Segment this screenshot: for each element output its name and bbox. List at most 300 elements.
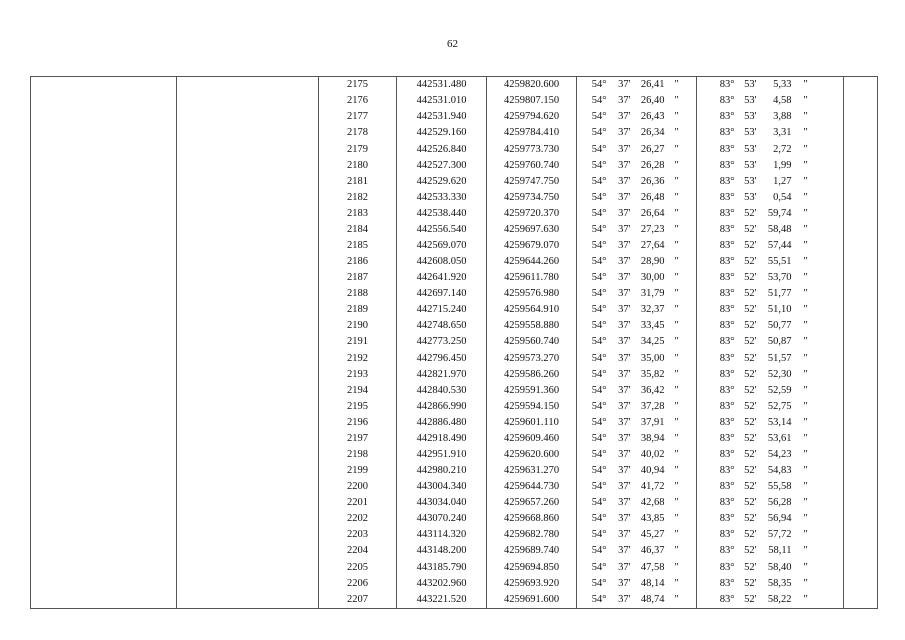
latitude-minutes: 37' <box>618 127 631 139</box>
x-coordinate: 442531.480 <box>397 77 487 94</box>
point-number: 2180 <box>319 157 397 173</box>
latitude-seconds-mark: " <box>667 415 697 431</box>
empty-cell <box>177 366 319 382</box>
latitude-seconds: 32,37 <box>640 304 665 316</box>
longitude-seconds-mark: " <box>794 447 844 463</box>
x-coordinate: 442840.530 <box>397 383 487 399</box>
longitude-degrees: 83° <box>719 416 735 428</box>
longitude-seconds: 3,88 <box>773 111 792 123</box>
table-row <box>31 447 878 463</box>
table-row <box>31 206 878 222</box>
row-end-spacer <box>844 141 878 157</box>
row-end-spacer <box>844 125 878 141</box>
y-coordinate: 4259794.620 <box>487 109 577 125</box>
latitude-seconds-mark: " <box>667 93 697 109</box>
point-number: 2175 <box>319 77 397 94</box>
x-coordinate: 443004.340 <box>397 479 487 495</box>
latitude-seconds-mark: " <box>667 157 697 173</box>
longitude-seconds: 59,74 <box>767 207 792 219</box>
latitude-degrees: 54° <box>591 223 607 235</box>
latitude-minutes: 37' <box>618 481 631 493</box>
row-end-spacer <box>844 366 878 382</box>
empty-cell <box>177 383 319 399</box>
longitude-seconds: 50,87 <box>767 336 792 348</box>
latitude-minutes: 37' <box>618 223 631 235</box>
point-number: 2201 <box>319 495 397 511</box>
empty-cell <box>31 77 177 94</box>
longitude-minutes: 52' <box>744 368 757 380</box>
point-number: 2193 <box>319 366 397 382</box>
latitude-seconds-mark: " <box>667 318 697 334</box>
empty-cell <box>31 141 177 157</box>
point-number: 2176 <box>319 93 397 109</box>
longitude-degrees: 83° <box>719 191 735 203</box>
table-row <box>31 318 878 334</box>
longitude-minutes: 53' <box>744 143 757 155</box>
latitude-seconds: 26,40 <box>640 95 665 107</box>
empty-cell <box>31 495 177 511</box>
longitude-seconds-mark: " <box>794 206 844 222</box>
longitude-minutes: 53' <box>744 111 757 123</box>
y-coordinate: 4259657.260 <box>487 495 577 511</box>
longitude-degrees: 83° <box>719 223 735 235</box>
longitude-minutes: 53' <box>744 95 757 107</box>
row-end-spacer <box>844 527 878 543</box>
latitude-degrees: 54° <box>591 481 607 493</box>
y-coordinate: 4259720.370 <box>487 206 577 222</box>
x-coordinate: 442773.250 <box>397 334 487 350</box>
point-number: 2178 <box>319 125 397 141</box>
table-row <box>31 383 878 399</box>
x-coordinate: 442821.970 <box>397 366 487 382</box>
x-coordinate: 443221.520 <box>397 592 487 609</box>
table-row <box>31 527 878 543</box>
latitude-minutes: 37' <box>618 207 631 219</box>
y-coordinate: 4259682.780 <box>487 527 577 543</box>
latitude-degrees: 54° <box>591 240 607 251</box>
table-row <box>31 238 878 254</box>
point-number: 2186 <box>319 254 397 270</box>
empty-cell <box>31 238 177 254</box>
latitude-seconds-mark: " <box>667 463 697 479</box>
longitude-degrees: 83° <box>719 95 735 107</box>
point-number: 2185 <box>319 238 397 254</box>
empty-cell <box>31 559 177 575</box>
longitude-degrees: 83° <box>719 127 735 139</box>
coordinates-table <box>30 76 878 609</box>
empty-cell <box>31 575 177 591</box>
longitude-minutes: 52' <box>744 240 757 251</box>
longitude-degrees: 83° <box>697 592 737 609</box>
empty-cell <box>177 318 319 334</box>
longitude-minutes: 52' <box>744 336 757 348</box>
table-row <box>31 463 878 479</box>
empty-cell <box>177 173 319 189</box>
longitude-seconds-mark: " <box>794 270 844 286</box>
longitude-seconds-mark: " <box>794 399 844 415</box>
x-coordinate: 442866.990 <box>397 399 487 415</box>
row-end-spacer <box>844 543 878 559</box>
point-number: 2197 <box>319 431 397 447</box>
y-coordinate: 4259760.740 <box>487 157 577 173</box>
latitude-minutes: 37' <box>618 240 631 251</box>
latitude-minutes: 37' <box>618 95 631 107</box>
latitude-seconds-mark: " <box>667 206 697 222</box>
empty-cell <box>177 350 319 366</box>
longitude-seconds: 0,54 <box>773 191 792 203</box>
longitude-degrees: 83° <box>719 207 735 219</box>
longitude-minutes: 52' <box>744 288 757 300</box>
latitude-seconds: 43,85 <box>640 513 665 525</box>
latitude-minutes: 37' <box>618 143 631 155</box>
x-coordinate: 442608.050 <box>397 254 487 270</box>
longitude-seconds-mark: " <box>794 286 844 302</box>
longitude-degrees: 83° <box>719 465 735 477</box>
y-coordinate: 4259679.070 <box>487 238 577 254</box>
empty-cell <box>31 302 177 318</box>
latitude-seconds: 26,27 <box>640 143 665 155</box>
longitude-seconds-mark: " <box>794 222 844 238</box>
y-coordinate: 4259609.460 <box>487 431 577 447</box>
empty-cell <box>177 399 319 415</box>
empty-cell <box>177 286 319 302</box>
longitude-seconds-mark: " <box>794 109 844 125</box>
latitude-seconds-mark: " <box>667 254 697 270</box>
longitude-seconds-mark: " <box>794 415 844 431</box>
x-coordinate: 443148.200 <box>397 543 487 559</box>
x-coordinate: 443034.040 <box>397 495 487 511</box>
empty-cell <box>31 399 177 415</box>
point-number: 2181 <box>319 173 397 189</box>
table-row <box>31 109 878 125</box>
latitude-minutes: 37' <box>618 545 631 557</box>
latitude-seconds: 46,37 <box>640 545 665 557</box>
empty-cell <box>31 592 177 609</box>
longitude-minutes: 52' <box>744 481 757 493</box>
y-coordinate: 4259784.410 <box>487 125 577 141</box>
longitude-seconds: 52,59 <box>767 384 792 396</box>
y-coordinate: 4259820.600 <box>487 77 577 94</box>
x-coordinate: 442886.480 <box>397 415 487 431</box>
x-coordinate: 443202.960 <box>397 575 487 591</box>
latitude-degrees: 54° <box>591 320 607 332</box>
longitude-minutes: 52' <box>744 449 757 461</box>
table-row <box>31 286 878 302</box>
latitude-seconds-mark: " <box>667 399 697 415</box>
y-coordinate: 4259576.980 <box>487 286 577 302</box>
latitude-seconds: 30,00 <box>640 272 665 284</box>
latitude-minutes: 37' <box>618 577 631 589</box>
table-row <box>31 415 878 431</box>
empty-cell <box>177 479 319 495</box>
latitude-minutes: 37' <box>618 497 631 509</box>
empty-cell <box>177 302 319 318</box>
row-end-spacer <box>844 286 878 302</box>
latitude-degrees: 54° <box>577 592 609 609</box>
x-coordinate: 443070.240 <box>397 511 487 527</box>
empty-cell <box>31 463 177 479</box>
point-number: 2198 <box>319 447 397 463</box>
empty-cell <box>31 527 177 543</box>
longitude-degrees: 83° <box>719 111 735 123</box>
latitude-seconds: 28,90 <box>640 256 665 268</box>
latitude-seconds: 41,72 <box>640 481 665 493</box>
longitude-seconds-mark: " <box>794 511 844 527</box>
row-end-spacer <box>844 447 878 463</box>
empty-cell <box>177 495 319 511</box>
latitude-degrees: 54° <box>591 449 607 461</box>
longitude-seconds: 57,72 <box>767 529 792 541</box>
longitude-seconds-mark: " <box>794 543 844 559</box>
latitude-minutes: 37' <box>618 304 631 316</box>
empty-cell <box>31 157 177 173</box>
longitude-degrees: 83° <box>719 545 735 557</box>
longitude-seconds-mark: " <box>794 141 844 157</box>
latitude-seconds: 27,23 <box>640 223 665 235</box>
longitude-minutes: 52' <box>744 400 757 412</box>
latitude-minutes: 37' <box>618 561 631 573</box>
latitude-seconds-mark: " <box>667 559 697 575</box>
point-number: 2196 <box>319 415 397 431</box>
longitude-minutes: 52' <box>744 416 757 428</box>
latitude-seconds: 34,25 <box>640 336 665 348</box>
longitude-degrees: 83° <box>719 577 735 589</box>
empty-cell <box>177 141 319 157</box>
x-coordinate: 442529.160 <box>397 125 487 141</box>
longitude-minutes: 53' <box>744 191 757 203</box>
row-end-spacer <box>844 495 878 511</box>
longitude-seconds: 4,58 <box>773 95 792 107</box>
latitude-seconds-mark: " <box>667 383 697 399</box>
longitude-seconds-mark: " <box>794 173 844 189</box>
longitude-seconds-mark: " <box>794 302 844 318</box>
longitude-degrees: 83° <box>719 561 735 573</box>
latitude-degrees: 54° <box>591 432 607 444</box>
latitude-seconds-mark: " <box>667 527 697 543</box>
latitude-minutes: 37' <box>618 432 631 444</box>
longitude-seconds: 53,70 <box>767 272 792 284</box>
longitude-seconds-mark: " <box>794 238 844 254</box>
latitude-seconds: 40,02 <box>640 449 665 461</box>
latitude-minutes: 37' <box>618 336 631 348</box>
row-end-spacer <box>844 334 878 350</box>
longitude-seconds: 53,61 <box>767 432 792 444</box>
empty-cell <box>177 254 319 270</box>
table-row <box>31 543 878 559</box>
latitude-degrees: 54° <box>591 336 607 348</box>
table-row <box>31 173 878 189</box>
longitude-seconds: 58,22 <box>759 592 794 609</box>
longitude-degrees: 83° <box>719 449 735 461</box>
longitude-minutes: 52' <box>744 320 757 332</box>
point-number: 2191 <box>319 334 397 350</box>
empty-cell <box>31 543 177 559</box>
page-number: 62 <box>447 38 458 50</box>
row-end-spacer <box>844 592 878 609</box>
x-coordinate: 442526.840 <box>397 141 487 157</box>
latitude-degrees: 54° <box>591 368 607 380</box>
longitude-seconds-mark: " <box>794 77 844 94</box>
table-row <box>31 270 878 286</box>
point-number: 2182 <box>319 190 397 206</box>
longitude-degrees: 83° <box>719 368 735 380</box>
latitude-seconds: 35,82 <box>640 368 665 380</box>
point-number: 2177 <box>319 109 397 125</box>
longitude-minutes: 52' <box>744 384 757 396</box>
point-number: 2183 <box>319 206 397 222</box>
row-end-spacer <box>844 415 878 431</box>
longitude-seconds-mark: " <box>794 318 844 334</box>
latitude-seconds-mark: " <box>667 302 697 318</box>
longitude-seconds-mark: " <box>794 125 844 141</box>
latitude-seconds-mark: " <box>667 575 697 591</box>
table-body <box>31 77 878 609</box>
longitude-seconds-mark: " <box>794 93 844 109</box>
latitude-degrees: 54° <box>591 256 607 268</box>
empty-cell <box>31 415 177 431</box>
latitude-seconds-mark: " <box>667 286 697 302</box>
empty-cell <box>177 125 319 141</box>
empty-cell <box>31 173 177 189</box>
longitude-seconds: 58,35 <box>767 577 792 589</box>
empty-cell <box>177 575 319 591</box>
longitude-minutes: 53' <box>744 127 757 139</box>
x-coordinate: 442569.070 <box>397 238 487 254</box>
longitude-seconds: 5,33 <box>759 77 794 94</box>
empty-cell <box>31 350 177 366</box>
x-coordinate: 442531.010 <box>397 93 487 109</box>
row-end-spacer <box>844 77 878 94</box>
row-end-spacer <box>844 431 878 447</box>
longitude-minutes: 52' <box>744 304 757 316</box>
longitude-degrees: 83° <box>719 159 735 171</box>
empty-cell <box>177 543 319 559</box>
longitude-seconds-mark: " <box>794 190 844 206</box>
longitude-seconds-mark: " <box>794 334 844 350</box>
y-coordinate: 4259594.150 <box>487 399 577 415</box>
table-row <box>31 334 878 350</box>
longitude-degrees: 83° <box>719 256 735 268</box>
latitude-seconds-mark: " <box>667 109 697 125</box>
latitude-seconds: 40,94 <box>640 465 665 477</box>
point-number: 2205 <box>319 559 397 575</box>
table-row <box>31 254 878 270</box>
longitude-degrees: 83° <box>719 497 735 509</box>
row-end-spacer <box>844 206 878 222</box>
longitude-seconds: 52,75 <box>767 400 792 412</box>
x-coordinate: 443185.790 <box>397 559 487 575</box>
longitude-seconds-mark: " <box>794 495 844 511</box>
longitude-seconds: 55,51 <box>767 256 792 268</box>
latitude-degrees: 54° <box>591 561 607 573</box>
longitude-minutes: 52' <box>744 577 757 589</box>
row-end-spacer <box>844 302 878 318</box>
point-number: 2184 <box>319 222 397 238</box>
empty-cell <box>31 93 177 109</box>
y-coordinate: 4259591.360 <box>487 383 577 399</box>
x-coordinate: 442641.920 <box>397 270 487 286</box>
latitude-degrees: 54° <box>591 95 607 107</box>
latitude-seconds-mark: " <box>667 543 697 559</box>
x-coordinate: 442748.650 <box>397 318 487 334</box>
latitude-seconds: 26,43 <box>640 111 665 123</box>
latitude-seconds: 48,14 <box>640 577 665 589</box>
longitude-degrees: 83° <box>719 400 735 412</box>
latitude-minutes: 37' <box>618 159 631 171</box>
latitude-seconds: 38,94 <box>640 432 665 444</box>
y-coordinate: 4259773.730 <box>487 141 577 157</box>
row-end-spacer <box>844 559 878 575</box>
longitude-degrees: 83° <box>719 304 735 316</box>
latitude-minutes: 37' <box>618 256 631 268</box>
table-row <box>31 511 878 527</box>
latitude-seconds-mark: " <box>667 141 697 157</box>
longitude-degrees: 83° <box>719 529 735 541</box>
latitude-degrees: 54° <box>591 416 607 428</box>
latitude-degrees: 54° <box>591 143 607 155</box>
latitude-minutes: 37' <box>618 272 631 284</box>
empty-cell <box>177 270 319 286</box>
longitude-seconds-mark: " <box>794 383 844 399</box>
x-coordinate: 442697.140 <box>397 286 487 302</box>
empty-cell <box>177 334 319 350</box>
longitude-seconds: 1,99 <box>773 159 792 171</box>
empty-cell <box>31 479 177 495</box>
longitude-seconds: 1,27 <box>773 175 792 187</box>
longitude-seconds: 51,57 <box>767 352 792 364</box>
empty-cell <box>177 463 319 479</box>
longitude-seconds: 57,44 <box>767 240 792 251</box>
latitude-seconds: 26,41 <box>633 77 667 94</box>
longitude-minutes: 52' <box>744 529 757 541</box>
table-row <box>31 479 878 495</box>
latitude-minutes: 37' <box>609 592 633 609</box>
longitude-seconds: 52,30 <box>767 368 792 380</box>
longitude-seconds: 2,72 <box>773 143 792 155</box>
x-coordinate: 442531.940 <box>397 109 487 125</box>
latitude-seconds: 26,34 <box>640 127 665 139</box>
longitude-degrees: 83° <box>719 288 735 300</box>
latitude-minutes: 37' <box>618 191 631 203</box>
row-end-spacer <box>844 190 878 206</box>
longitude-seconds: 53,14 <box>767 416 792 428</box>
longitude-seconds: 58,11 <box>768 545 792 557</box>
empty-cell <box>31 511 177 527</box>
longitude-minutes: 52' <box>744 561 757 573</box>
longitude-seconds: 55,58 <box>767 481 792 493</box>
longitude-seconds: 58,40 <box>767 561 792 573</box>
point-number: 2199 <box>319 463 397 479</box>
empty-cell <box>177 559 319 575</box>
latitude-minutes: 37' <box>618 400 631 412</box>
longitude-seconds: 3,31 <box>773 127 792 139</box>
latitude-seconds: 26,36 <box>640 175 665 187</box>
table-row <box>31 366 878 382</box>
latitude-degrees: 54° <box>591 352 607 364</box>
y-coordinate: 4259644.730 <box>487 479 577 495</box>
row-end-spacer <box>844 350 878 366</box>
latitude-minutes: 37' <box>618 529 631 541</box>
point-number: 2188 <box>319 286 397 302</box>
empty-cell <box>177 431 319 447</box>
longitude-seconds-mark: " <box>794 559 844 575</box>
empty-cell <box>177 93 319 109</box>
longitude-seconds-mark: " <box>794 350 844 366</box>
empty-cell <box>177 109 319 125</box>
latitude-seconds-mark: " <box>667 366 697 382</box>
row-end-spacer <box>844 238 878 254</box>
latitude-seconds-mark: " <box>667 511 697 527</box>
